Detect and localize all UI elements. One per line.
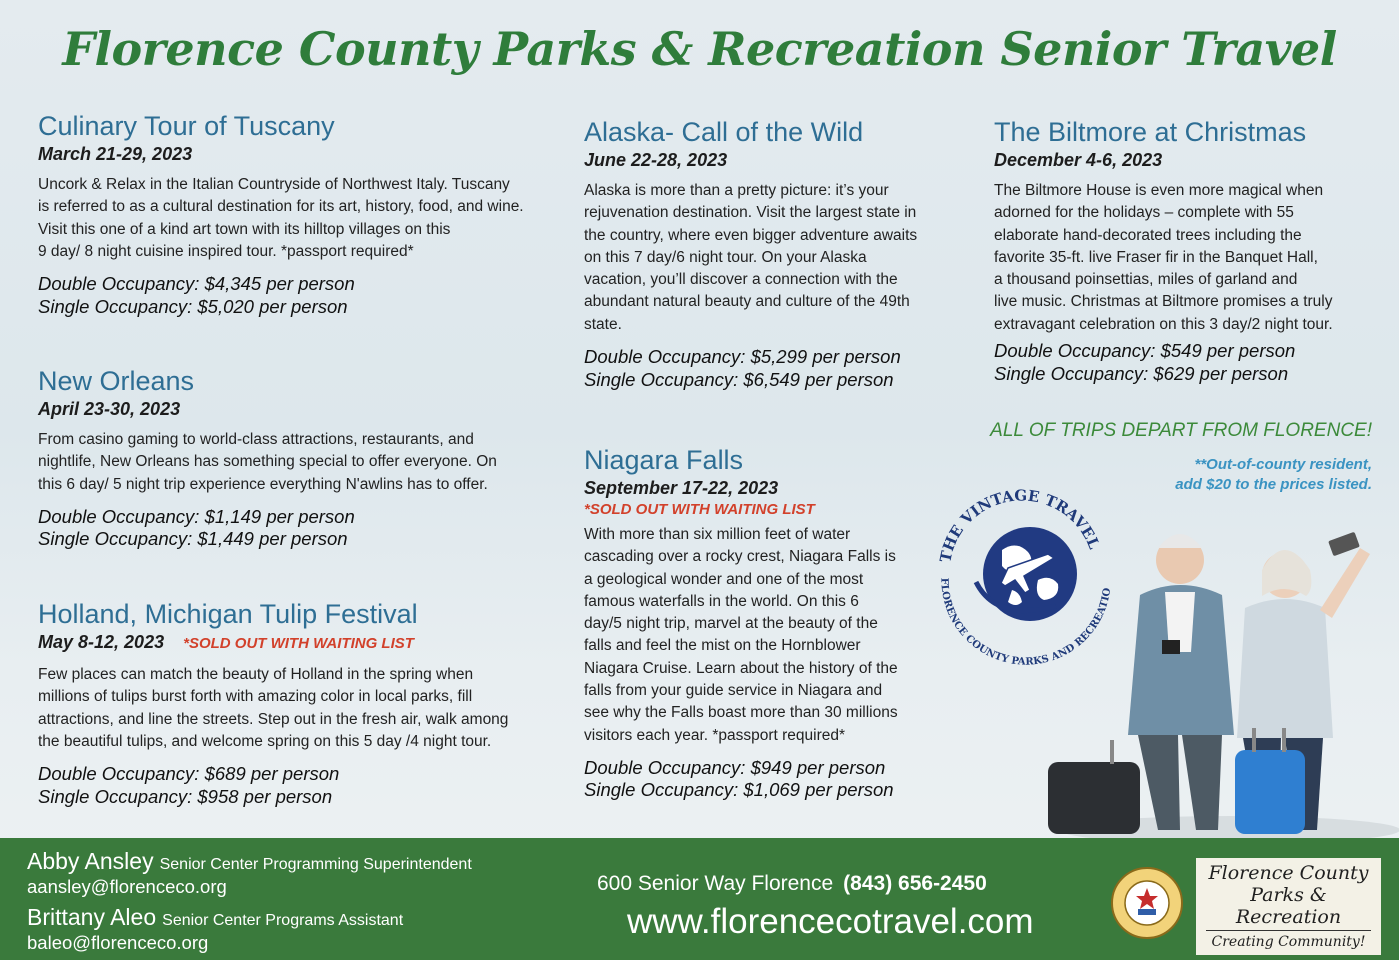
trip-description: Uncork & Relax in the Italian Countryside of Northwest Italy. Tuscany is referred to as a cultural destination for its art, history, food, and wine. Visit this one of a kind art town with its hilltop villages on this 9 day/ 8 night cuisine inspired tour. *passport required* — [38, 176, 524, 260]
email-link-brittany[interactable]: baleo@florenceco.org — [27, 932, 209, 953]
sold-out-badge: *SOLD OUT WITH WAITING LIST — [584, 501, 815, 518]
trip-tuscany — [38, 110, 548, 318]
single-occupancy-price: Single Occupancy: $5,020 per person — [38, 295, 348, 317]
single-occupancy-price: Single Occupancy: $6,549 per person — [584, 368, 894, 390]
trip-date: April 23-30, 2023 — [38, 399, 181, 419]
page-title: Florence County Parks & Recreation Senior Travel — [62, 22, 1337, 76]
double-occupancy-price: Double Occupancy: $1,149 per person — [38, 505, 355, 527]
trip-description: Few places can match the beauty of Holland in the spring when millions of tulips burst forth with amazing color in local parks, fill attractions, and line the streets. Step out in the fresh air, walk among the beautiful tulips, and welcome spring on this 5 day /4 night tour. — [38, 666, 509, 750]
contact-brittany: Brittany Aleo Senior Center Programs Assistant — [27, 904, 404, 930]
trip-date: December 4-6, 2023 — [994, 150, 1163, 170]
trip-date: June 22-28, 2023 — [584, 150, 728, 170]
email-link-abby[interactable]: aansley@florenceco.org — [27, 876, 227, 897]
trip-title: Holland, Michigan Tulip Festival — [38, 599, 418, 629]
trip-niagara — [584, 444, 944, 802]
website-link[interactable]: www.florencecotravel.com — [627, 902, 1034, 941]
address: 600 Senior Way Florence (843) 656-2450 — [597, 872, 987, 895]
trip-title: New Orleans — [38, 366, 195, 396]
trip-description: With more than six million feet of water cascading over a rocky crest, Niagara Falls is a geological wonder and one of the most famous waterfalls in the world. On this 6 day/5 night trip, marvel at the beauty of the falls and feel the mist on the Hornblower Niagara Cruise. Learn about the history of the falls from your guide service in Niagara and see why the Falls boast more than 30 millions visitors each year. *passport required* — [584, 526, 898, 744]
trip-title: The Biltmore at Christmas — [994, 117, 1307, 147]
double-occupancy-price: Double Occupancy: $5,299 per person — [584, 346, 901, 368]
svg-text:THE VINTAGE TRAVELERS: THE VINTAGE TRAVEL — [936, 486, 1104, 565]
double-occupancy-price: Double Occupancy: $549 per person — [994, 340, 1296, 362]
trip-holland — [38, 598, 548, 808]
trip-biltmore — [994, 116, 1389, 385]
trip-description: The Biltmore House is even more magical when adorned for the holidays – complete with 55 elaborate hand-decorated trees including the favorite 35-ft. live Fraser fir in the Banquet Hall, a thousand poinsettias, miles of garland and live music. Christmas at Biltmore promises a truly extravagant celebration on this 3 day/2 night tour. — [994, 182, 1333, 333]
footer — [0, 838, 1399, 960]
out-of-county-note: **Out-of-county resident, add $20 to the prices listed. — [1175, 456, 1372, 493]
contact-abby: Abby Ansley Senior Center Programming Superintendent — [27, 848, 472, 874]
single-occupancy-price: Single Occupancy: $958 per person — [38, 785, 333, 807]
trip-description: Alaska is more than a pretty picture: it’s your rejuvenation destination. Visit the largest state in the country, where even bigger adventure awaits on this 7 day/6 night tour. On your Alaska vacation, you’ll discover a connection with the abundant natural beauty and culture of the 49th state. — [584, 182, 918, 333]
senior-couple-photo — [1030, 500, 1399, 840]
trip-title: Alaska- Call of the Wild — [584, 117, 864, 147]
double-occupancy-price: Double Occupancy: $949 per person — [584, 756, 886, 778]
trip-date: May 8-12, 2023 *SOLD OUT WITH WAITING LIST — [38, 632, 414, 652]
phone-number[interactable]: (843) 656-2450 — [843, 872, 987, 895]
trip-title: Culinary Tour of Tuscany — [38, 111, 335, 141]
trip-title: Niagara Falls — [584, 445, 744, 475]
double-occupancy-price: Double Occupancy: $4,345 per person — [38, 273, 355, 295]
county-seal-icon — [1110, 866, 1184, 940]
single-occupancy-price: Single Occupancy: $1,069 per person — [584, 779, 894, 801]
trip-date: March 21-29, 2023 — [38, 144, 193, 164]
svg-text:FLORENCE COUNTY PARKS AND RECR: FLORENCE COUNTY PARKS AND RECREATIO — [938, 577, 1114, 668]
trip-description: From casino gaming to world-class attractions, restaurants, and nightlife, New Orleans has something special to offer everyone. On this 6 day/ 5 night trip experience everything N'awlins has to offer. — [38, 431, 497, 493]
trip-new-orleans — [38, 365, 548, 551]
trip-alaska — [584, 116, 944, 391]
depart-notice: ALL OF TRIPS DEPART FROM FLORENCE! — [990, 420, 1372, 441]
double-occupancy-price: Double Occupancy: $689 per person — [38, 763, 340, 785]
single-occupancy-price: Single Occupancy: $629 per person — [994, 362, 1289, 384]
parks-recreation-brand-logo: Florence County Parks & Recreation Creating Community! — [1196, 858, 1381, 955]
sold-out-badge: *SOLD OUT WITH WAITING LIST — [183, 635, 414, 652]
single-occupancy-price: Single Occupancy: $1,449 per person — [38, 528, 348, 550]
trip-date: September 17-22, 2023 — [584, 478, 779, 498]
